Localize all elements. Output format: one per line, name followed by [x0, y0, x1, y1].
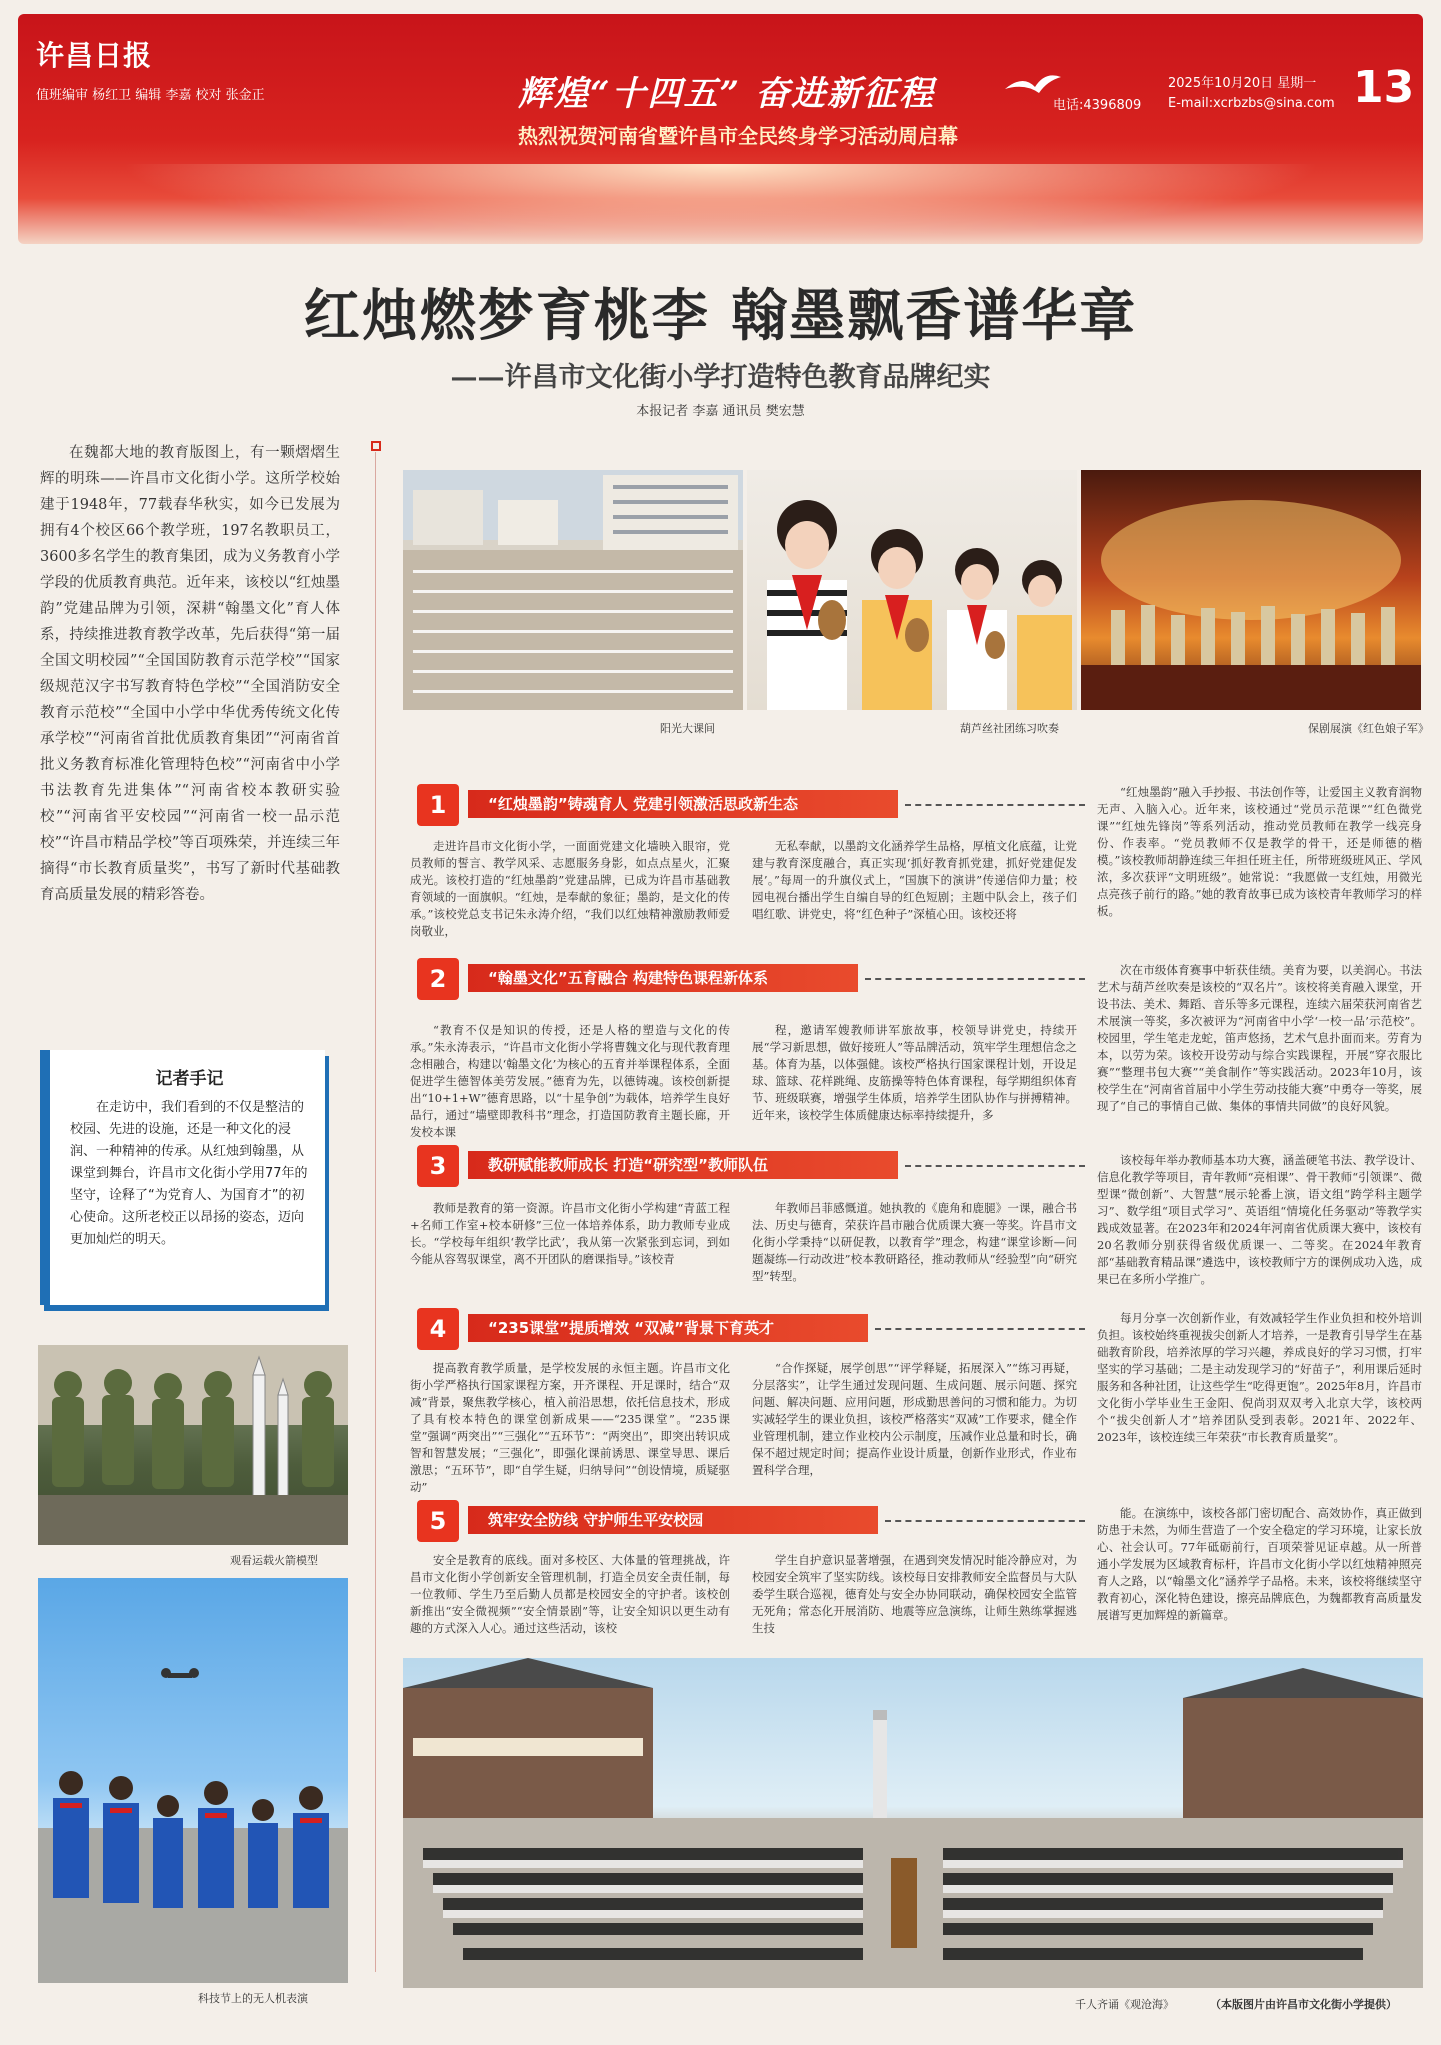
lead-paragraph: 在魏都大地的教育版图上，有一颗熠熠生辉的明珠——许昌市文化街小学。这所学校始建于1948年，77载春华秋实，如今已发展为拥有4个校区66个教学班，197名教职员工，3600多名学生的教育集团，成为义务教育小学学段的优质教育典范。近年来，该校以“红烛墨韵”党建品牌为引领，深耕“翰墨文化”育人体系，持续推进教育教学改革，先后获得“第一届全国文明校园”“全国国防教育示范学校”“国家级规范汉字书写教育特色学校”“全国消防安全教育示范校”“全国中小学中华优秀传统文化传承学校”“河南省首批优质教育集团”“河南省首批义务教育标准化管理特色校”“河南省中小学书法教育先进集体”“河南省校本教研实验校”“河南省平安校园”“河南省一校一品示范校”“许昌市精品学校”等百项殊荣，并连续三年摘得“市长教育质量奖”，书写了新时代基础教育高质量发展的精彩答卷。 [40, 445, 340, 903]
section-5-number: 5 [417, 1500, 459, 1542]
playground-image [403, 470, 743, 710]
section-5-heading: 筑牢安全防线 守护师生平安校园 [468, 1506, 878, 1534]
section-1-col-3: “红烛墨韵”融入手抄报、书法创作等，让爱国主义教育润物无声、入脑入心。近年来，该校通过“党员示范课”“红色微党课”“红烛先锋岗”等系列活动，推动党员教师在教学一线亮身份、作表率。“党员教师不仅是教学的骨干，还是师德的楷模。”该校教师胡静连续三年担任班主任，所带班级班风正、学风浓，多次获评“文明班级”。她常说：“我愿做一支红烛，用微光点亮孩子前行的路。”她的教育故事已成为该校青年教师学习的样板。 [1097, 785, 1422, 918]
section-5-dash-rule [885, 1520, 1085, 1522]
caption-rocket: 观看运载火箭模型 [230, 1554, 318, 1567]
section-4-number: 4 [417, 1308, 459, 1350]
section-4-col-3: 每月分享一次创新作业，有效减轻学生作业负担和校外培训负担。该校始终重视拔尖创新人才培养，一是教育引导学生在基础教育阶段，培养浓厚的学习兴趣，养成良好的学习习惯，打牢坚实的学习基础；二是主动发现学习的“好苗子”，利用课后延时服务和各种社团，让这些学生“吃得更饱”。2025年8月，许昌市文化街小学毕业生王金阳、倪尚羽双双考入北京大学，该校两个“拔尖创新人才”培养团队受到表彰。2021年、2022年、2023年，该校连续三年荣获“市长教育质量奖”。 [1097, 1311, 1422, 1444]
photo-drone-show [38, 1578, 348, 1983]
reporter-note-title: 记者手记 [155, 1069, 224, 1089]
article-subtitle: ——许昌市文化街小学打造特色教育品牌纪实 [450, 362, 991, 393]
banner-slogan: 辉煌“十四五” 奋进新征程 [518, 74, 935, 114]
reporter-note-text: 在走访中，我们看到的不仅是整洁的校园、先进的设施，还是一种文化的浸润、一种精神的传承。从红烛到翰墨，从课堂到舞台，许昌市文化街小学用77年的坚守，诠释了“为党育人、为国育才”的初心使命。这所老校正以昂扬的姿态，迈向更加灿烂的明天。 [70, 1100, 308, 1247]
caption-exercise: 阳光大课间 [660, 722, 715, 735]
section-4-dash-rule [875, 1328, 1085, 1330]
drone-scene-image [38, 1578, 348, 1983]
section-1-col-2: 无私奉献，以墨韵文化涵养学生品格，厚植文化底蕴，让党建与教育深度融合，真正实现‘抓好教育抓党建，抓好党建促发展’。”每周一的升旗仪式上，“国旗下的演讲”传递信仰力量；校园电视台播出学生自编自导的红色短剧；主题中队会上，孩子们唱红歌、讲党史，将“红色种子”深植心田。该校还将 [752, 839, 1077, 921]
caption-recitation: 千人齐诵《观沧海》 [1075, 1998, 1174, 2011]
article-headline: 红烛燃梦育桃李 翰墨飘香谱华章 [303, 284, 1138, 349]
section-2-number: 2 [417, 958, 459, 1000]
section-2-heading: “翰墨文化”五育融合 构建特色课程新体系 [468, 964, 858, 992]
section-3-dash-rule [905, 1165, 1085, 1167]
editorial-staff: 值班编审 杨红卫 编辑 李嘉 校对 张金正 [36, 88, 265, 103]
section-1-number: 1 [417, 784, 459, 826]
section-1-col-1: 走进许昌市文化街小学，一面面党建文化墙映入眼帘，党员教师的誓言、教学风采、志愿服务身影，如点点星火，汇聚成光。该校打造的“红烛墨韵”党建品牌，已成为许昌市基础教育领域的一面旗帜。“红烛，是奉献的象征；墨韵，是文化的传承。”该校党总支书记朱永涛介绍，“我们以红烛精神激励教师爱岗敬业， [410, 839, 730, 938]
photo-red-detachment-show [1081, 470, 1421, 710]
section-2-col-2: 程，邀请军嫂教师讲军旅故事，校领导讲党史，持续开展“学习新思想，做好接班人”等品牌活动，筑牢学生理想信念之基。体育为基，以体强健。该校严格执行国家课程计划，开设足球、篮球、花样跳绳、皮筋操等特色体育课程，每学期组织体育节、班级联赛，增强学生体质，培养学生团队协作与拼搏精神。近年来，该校学生体质健康达标率持续提升，多 [752, 1023, 1077, 1122]
caption-hulusi: 葫芦丝社团练习吹奏 [960, 722, 1059, 735]
rocket-scene-image [38, 1345, 348, 1545]
photo-sunshine-exercise [403, 470, 743, 710]
contact-email: E-mail:xcrbzbs@sina.com [1168, 96, 1335, 111]
page-number: 13 [1353, 62, 1415, 113]
photo-credit: （本版图片由许昌市文化街小学提供） [1210, 1998, 1397, 2011]
hulusi-image [747, 470, 1077, 710]
section-1-dash-rule [905, 804, 1085, 806]
section-3-heading: 教研赋能教师成长 打造“研究型”教师队伍 [468, 1151, 898, 1179]
section-3-col-1: 教师是教育的第一资源。许昌市文化街小学构建“青蓝工程+名师工作室+校本研修”三位一体培养体系，助力教师专业成长。“学校每年组织‘教学比武’，我从第一次紧张到忘词，到如今能从容驾驭课堂，离不开团队的磨课指导。”该校青 [410, 1201, 730, 1266]
column-divider-marker [371, 441, 381, 451]
section-3-col-2: 年教师吕菲感慨道。她执教的《鹿角和鹿腿》一课，融合书法、历史与德育，荣获许昌市融合优质课大赛一等奖。许昌市文化街小学秉持“以研促教，以教育学”理念，构建“课堂诊断—问题凝练—行动改进”校本教研路径，推动教师从“经验型”向“研究型”转型。 [752, 1201, 1077, 1283]
section-4-col-2: “合作探疑，展学创思”“评学释疑，拓展深入”“练习再疑，分层落实”，让学生通过发现问题、生成问题、展示问题、探究问题、解决问题、应用问题，形成勤思善问的习惯和能力。为切实减轻学生的课业负担，该校严格落实“双减”工作要求，健全作业管理机制，建立作业校内公示制度，压减作业总量和时长，确保不超过规定时间；提高作业设计质量，创新作业形式，作业布置科学合理， [752, 1361, 1077, 1477]
article-byline: 本报记者 李嘉 通讯员 樊宏慧 [636, 404, 805, 419]
newspaper-logo: 许昌日报 [36, 39, 153, 72]
stage-image [1081, 470, 1421, 710]
section-5-col-2: 学生自护意识显著增强，在遇到突发情况时能冷静应对，为校园安全筑牢了坚实防线。该校每日安排教师安全监督员与大队委学生联合巡视，德育处与安全办协同联动，确保校园安全监管无死角；常态化开展消防、地震等应急演练，让师生熟练掌握逃生技 [752, 1553, 1077, 1635]
masthead-wave-decoration [18, 164, 1423, 244]
section-4-heading: “235课堂”提质增效 “双减”背景下育英才 [468, 1314, 868, 1342]
column-divider-line [375, 452, 376, 1972]
section-2-dash-rule [865, 978, 1085, 980]
section-3-number: 3 [417, 1145, 459, 1187]
section-5-col-1: 安全是教育的底线。面对多校区、大体量的管理挑战，许昌市文化街小学创新安全管理机制，打造全员安全责任制，每一位教师、学生乃至后勤人员都是校园安全的守护者。该校创新推出“安全微视频”“安全情景剧”等，让安全知识以更生动有趣的方式深入人心。通过这些活动，该校 [410, 1553, 730, 1635]
section-1-heading: “红烛墨韵”铸魂育人 党建引领激活思政新生态 [468, 790, 898, 818]
photo-recitation-ceremony [403, 1658, 1423, 1988]
recitation-image [403, 1658, 1423, 1988]
photo-rocket-model [38, 1345, 348, 1545]
issue-date: 2025年10月20日 星期一 [1168, 76, 1317, 91]
section-3-col-3: 该校每年举办教师基本功大赛，涵盖硬笔书法、教学设计、信息化教学等项目，青年教师“亮相课”、骨干教师“引领课”、微型课“微创新”、大智慧“展示轮番上演，语文组“跨学科主题学习”、数学组“项目式学习”、英语组“情境化任务驱动”等教学实践成效显著。在2023年和2024年河南省优质课大赛中，该校有20名教师分别获得省级优质课一、二等奖。在2024年教育部“基础教育精品课”遴选中，该校教师宁方的课例成功入选，成果已在多所小学推广。 [1097, 1153, 1422, 1286]
contact-phone: 电话:4396809 [1053, 98, 1142, 113]
section-4-col-1: 提高教育教学质量，是学校发展的永恒主题。许昌市文化街小学严格执行国家课程方案，开齐课程、开足课时，结合“双减”背景，聚焦教学核心，植入前沿思想，依托信息技术，形成了具有校本特色的课堂创新成果——“235课堂”。“235课堂”强调“两突出”“三强化”“五环节”：“两突出”，即突出转识成智和智慧发展；“三强化”，即强化课前诱思、课堂导思、课后激思；“五环节”，即“自学生疑，归纳导问”“创设情境，质疑驱动” [410, 1361, 730, 1494]
banner-subtitle: 热烈祝贺河南省暨许昌市全民终身学习活动周启幕 [518, 124, 958, 148]
section-2-col-1: “教育不仅是知识的传授，还是人格的塑造与文化的传承。”朱永涛表示，“许昌市文化街小学将曹魏文化与现代教育理念相融合，构建以‘翰墨文化’为核心的五育并举课程体系，全面促进学生德智体美劳发展。”德育为先，以德铸魂。该校创新提出“10+1+W”德育思路，以“十星争创”为载体，培养学生良好品行，通过“墙壁即教科书”理念，打造国防教育主题长廊，开发校本课 [410, 1023, 730, 1139]
masthead-banner [18, 14, 1423, 244]
section-2-col-3: 次在市级体育赛事中斩获佳绩。美育为要，以美润心。书法艺术与葫芦丝吹奏是该校的“双名片”。该校将美育融入课堂，开设书法、美术、舞蹈、音乐等多元课程，连续六届荣获河南省艺术展演一等奖，多次被评为“河南省中小学‘一校一品’示范校”。校园里，学生笔走龙蛇，笛声悠扬，艺术气息扑面而来。劳育为本，以劳为荣。该校开设劳动与综合实践课程，开展“穿衣服比赛”“整理书包大赛”“美食制作”等实践活动。2023年10月，该校学生在“河南省首届中小学生劳动技能大赛”中勇夺一等奖，展现了“自己的事情自己做、集体的事情共同做”的良好风貌。 [1097, 963, 1422, 1113]
reporter-note-box [40, 1050, 325, 1305]
photo-hulusi-club [747, 470, 1077, 710]
section-5-col-3: 能。在演练中，该校各部门密切配合、高效协作，真正做到防患于未然，为师生营造了一个安全稳定的学习环境，让家长放心、社会认可。77年砥砺前行，百项荣誉见证卓越。从一所普通小学发展为区域教育标杆，许昌市文化街小学以红烛精神照亮育人之路，以“翰墨文化”涵养学子品格。未来，该校将继续坚守教育初心，深化特色建设，擦亮品牌底色，为魏都教育高质量发展谱写更加辉煌的新篇章。 [1097, 1506, 1422, 1622]
caption-red-detachment: 保剧展演《红色娘子军》 [1308, 722, 1429, 735]
caption-drone: 科技节上的无人机表演 [198, 1992, 308, 2005]
